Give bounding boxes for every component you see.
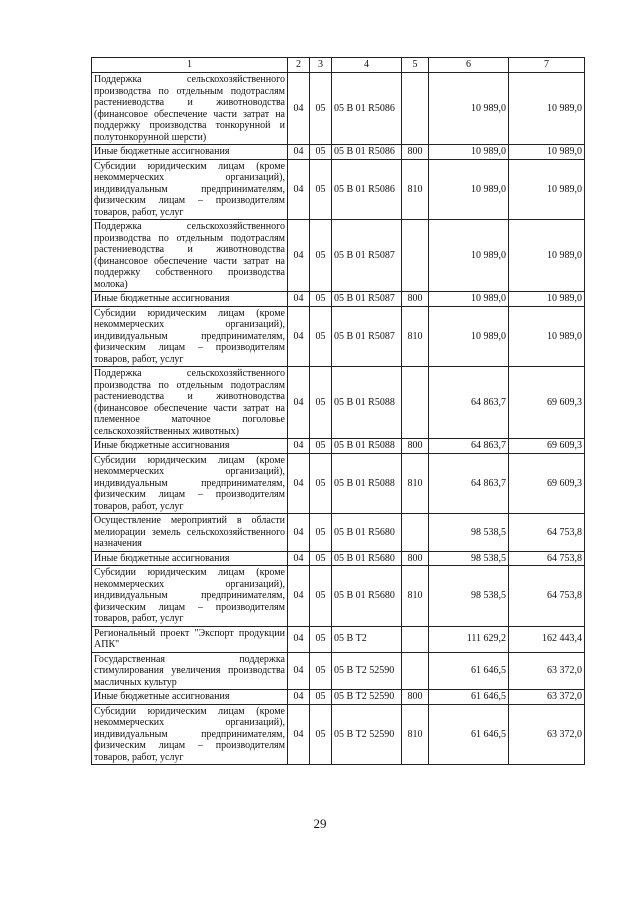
row-expense-type-cell: 810 bbox=[402, 566, 429, 627]
header-cell: 1 bbox=[92, 58, 288, 73]
row-name-cell: Поддержка сельскохозяйственного производства по отдельным подотраслям растениеводства и животноводства (финансовое обеспечение части затрат на племенное маточное поголовье сельскохозяйственных животных) bbox=[92, 367, 288, 439]
row-target-article-cell: 05 В 01 R5086 bbox=[332, 159, 402, 220]
table-row bbox=[92, 551, 585, 566]
page-number: 29 bbox=[313, 816, 327, 831]
header-cell: 4 bbox=[332, 58, 402, 73]
row-amount-year1-cell: 98 538,5 bbox=[429, 514, 509, 552]
row-amount-year2-cell: 64 753,8 bbox=[509, 566, 585, 627]
row-expense-type-cell: 810 bbox=[402, 306, 429, 367]
row-amount-year1-cell: 61 646,5 bbox=[429, 704, 509, 765]
row-expense-type-cell: 810 bbox=[402, 704, 429, 765]
row-name-cell: Иные бюджетные ассигнования bbox=[92, 292, 288, 307]
row-expense-type-cell bbox=[402, 626, 429, 652]
table-row bbox=[92, 220, 585, 292]
row-subsection-cell: 05 bbox=[310, 220, 332, 292]
row-amount-year2-cell: 63 372,0 bbox=[509, 704, 585, 765]
row-amount-year2-cell: 69 609,3 bbox=[509, 439, 585, 454]
table-row bbox=[92, 73, 585, 145]
row-amount-year1-cell: 98 538,5 bbox=[429, 551, 509, 566]
row-amount-year1-cell: 64 863,7 bbox=[429, 453, 509, 514]
row-name-cell: Осуществление мероприятий в области мелиорации земель сельскохозяйственного назначения bbox=[92, 514, 288, 552]
row-target-article-cell: 05 В 01 R5087 bbox=[332, 220, 402, 292]
row-amount-year2-cell: 64 753,8 bbox=[509, 551, 585, 566]
row-target-article-cell: 05 В Т2 bbox=[332, 626, 402, 652]
header-cell: 5 bbox=[402, 58, 429, 73]
row-section-cell: 04 bbox=[288, 704, 310, 765]
row-subsection-cell: 05 bbox=[310, 145, 332, 160]
row-amount-year1-cell: 61 646,5 bbox=[429, 652, 509, 690]
row-subsection-cell: 05 bbox=[310, 566, 332, 627]
table-row bbox=[92, 453, 585, 514]
row-amount-year2-cell: 69 609,3 bbox=[509, 453, 585, 514]
row-section-cell: 04 bbox=[288, 145, 310, 160]
row-section-cell: 04 bbox=[288, 439, 310, 454]
budget-table bbox=[91, 57, 585, 765]
row-expense-type-cell: 800 bbox=[402, 439, 429, 454]
table-row bbox=[92, 652, 585, 690]
row-section-cell: 04 bbox=[288, 306, 310, 367]
row-subsection-cell: 05 bbox=[310, 514, 332, 552]
table-row bbox=[92, 292, 585, 307]
row-amount-year1-cell: 10 989,0 bbox=[429, 159, 509, 220]
row-target-article-cell: 05 В 01 R5087 bbox=[332, 292, 402, 307]
row-amount-year1-cell: 64 863,7 bbox=[429, 367, 509, 439]
row-section-cell: 04 bbox=[288, 652, 310, 690]
row-section-cell: 04 bbox=[288, 514, 310, 552]
row-subsection-cell: 05 bbox=[310, 652, 332, 690]
row-name-cell: Иные бюджетные ассигнования bbox=[92, 551, 288, 566]
row-name-cell: Региональный проект "Экспорт продукции АПК" bbox=[92, 626, 288, 652]
row-subsection-cell: 05 bbox=[310, 439, 332, 454]
header-cell: 6 bbox=[429, 58, 509, 73]
row-amount-year2-cell: 10 989,0 bbox=[509, 145, 585, 160]
row-expense-type-cell bbox=[402, 367, 429, 439]
row-expense-type-cell: 800 bbox=[402, 292, 429, 307]
table-header-row bbox=[92, 58, 585, 73]
table-row bbox=[92, 514, 585, 552]
row-amount-year1-cell: 10 989,0 bbox=[429, 73, 509, 145]
row-amount-year2-cell: 63 372,0 bbox=[509, 652, 585, 690]
row-amount-year2-cell: 10 989,0 bbox=[509, 292, 585, 307]
row-section-cell: 04 bbox=[288, 220, 310, 292]
table-row bbox=[92, 159, 585, 220]
row-target-article-cell: 05 В Т2 52590 bbox=[332, 652, 402, 690]
row-section-cell: 04 bbox=[288, 367, 310, 439]
row-target-article-cell: 05 В 01 R5088 bbox=[332, 453, 402, 514]
table-row bbox=[92, 145, 585, 160]
row-expense-type-cell bbox=[402, 652, 429, 690]
row-target-article-cell: 05 В 01 R5087 bbox=[332, 306, 402, 367]
table-row bbox=[92, 704, 585, 765]
row-name-cell: Государственная поддержка стимулирования увеличения производства масличных культур bbox=[92, 652, 288, 690]
row-name-cell: Субсидии юридическим лицам (кроме некоммерческих организаций), индивидуальным предпринимателям, физическим лицам – производителям товаров, работ, услуг bbox=[92, 306, 288, 367]
row-amount-year2-cell: 10 989,0 bbox=[509, 220, 585, 292]
row-section-cell: 04 bbox=[288, 292, 310, 307]
row-section-cell: 04 bbox=[288, 551, 310, 566]
row-target-article-cell: 05 В 01 R5680 bbox=[332, 551, 402, 566]
row-section-cell: 04 bbox=[288, 690, 310, 705]
row-name-cell: Иные бюджетные ассигнования bbox=[92, 439, 288, 454]
row-expense-type-cell: 800 bbox=[402, 690, 429, 705]
row-expense-type-cell bbox=[402, 514, 429, 552]
row-expense-type-cell bbox=[402, 73, 429, 145]
row-name-cell: Субсидии юридическим лицам (кроме некоммерческих организаций), индивидуальным предпринимателям, физическим лицам – производителям товаров, работ, услуг bbox=[92, 704, 288, 765]
row-subsection-cell: 05 bbox=[310, 306, 332, 367]
row-subsection-cell: 05 bbox=[310, 159, 332, 220]
row-section-cell: 04 bbox=[288, 566, 310, 627]
row-amount-year2-cell: 162 443,4 bbox=[509, 626, 585, 652]
row-amount-year1-cell: 98 538,5 bbox=[429, 566, 509, 627]
row-name-cell: Субсидии юридическим лицам (кроме некоммерческих организаций), индивидуальным предпринимателям, физическим лицам – производителям товаров, работ, услуг bbox=[92, 159, 288, 220]
row-amount-year1-cell: 64 863,7 bbox=[429, 439, 509, 454]
row-amount-year2-cell: 63 372,0 bbox=[509, 690, 585, 705]
row-name-cell: Иные бюджетные ассигнования bbox=[92, 690, 288, 705]
table-row bbox=[92, 306, 585, 367]
row-amount-year2-cell: 10 989,0 bbox=[509, 73, 585, 145]
row-subsection-cell: 05 bbox=[310, 704, 332, 765]
row-amount-year1-cell: 111 629,2 bbox=[429, 626, 509, 652]
header-cell: 3 bbox=[310, 58, 332, 73]
row-target-article-cell: 05 В Т2 52590 bbox=[332, 690, 402, 705]
row-target-article-cell: 05 В 01 R5088 bbox=[332, 439, 402, 454]
row-amount-year2-cell: 69 609,3 bbox=[509, 367, 585, 439]
row-subsection-cell: 05 bbox=[310, 292, 332, 307]
table-row bbox=[92, 690, 585, 705]
row-expense-type-cell: 800 bbox=[402, 145, 429, 160]
row-amount-year2-cell: 10 989,0 bbox=[509, 159, 585, 220]
row-subsection-cell: 05 bbox=[310, 626, 332, 652]
row-expense-type-cell: 810 bbox=[402, 159, 429, 220]
row-target-article-cell: 05 В 01 R5086 bbox=[332, 73, 402, 145]
row-section-cell: 04 bbox=[288, 453, 310, 514]
row-section-cell: 04 bbox=[288, 626, 310, 652]
row-target-article-cell: 05 В 01 R5680 bbox=[332, 514, 402, 552]
row-target-article-cell: 05 В 01 R5086 bbox=[332, 145, 402, 160]
row-name-cell: Субсидии юридическим лицам (кроме некоммерческих организаций), индивидуальным предпринимателям, физическим лицам – производителям товаров, работ, услуг bbox=[92, 453, 288, 514]
row-section-cell: 04 bbox=[288, 159, 310, 220]
row-name-cell: Поддержка сельскохозяйственного производства по отдельным подотраслям растениеводства и животноводства (финансовое обеспечение части затрат на поддержку собственного производства молока) bbox=[92, 220, 288, 292]
row-amount-year1-cell: 10 989,0 bbox=[429, 306, 509, 367]
row-subsection-cell: 05 bbox=[310, 690, 332, 705]
row-target-article-cell: 05 В 01 R5088 bbox=[332, 367, 402, 439]
row-name-cell: Субсидии юридическим лицам (кроме некоммерческих организаций), индивидуальным предпринимателям, физическим лицам – производителям товаров, работ, услуг bbox=[92, 566, 288, 627]
row-target-article-cell: 05 В 01 R5680 bbox=[332, 566, 402, 627]
row-expense-type-cell bbox=[402, 220, 429, 292]
table-row bbox=[92, 367, 585, 439]
row-amount-year1-cell: 61 646,5 bbox=[429, 690, 509, 705]
row-amount-year2-cell: 64 753,8 bbox=[509, 514, 585, 552]
row-amount-year1-cell: 10 989,0 bbox=[429, 220, 509, 292]
header-cell: 7 bbox=[509, 58, 585, 73]
row-name-cell: Поддержка сельскохозяйственного производства по отдельным подотраслям растениеводства и животноводства (финансовое обеспечение части затрат на поддержку производства тонкорунной и полутонкорунной шерсти) bbox=[92, 73, 288, 145]
row-name-cell: Иные бюджетные ассигнования bbox=[92, 145, 288, 160]
row-amount-year1-cell: 10 989,0 bbox=[429, 292, 509, 307]
row-subsection-cell: 05 bbox=[310, 551, 332, 566]
row-target-article-cell: 05 В Т2 52590 bbox=[332, 704, 402, 765]
row-subsection-cell: 05 bbox=[310, 453, 332, 514]
row-section-cell: 04 bbox=[288, 73, 310, 145]
row-expense-type-cell: 800 bbox=[402, 551, 429, 566]
table-row bbox=[92, 566, 585, 627]
row-amount-year1-cell: 10 989,0 bbox=[429, 145, 509, 160]
table-row bbox=[92, 439, 585, 454]
row-subsection-cell: 05 bbox=[310, 73, 332, 145]
row-expense-type-cell: 810 bbox=[402, 453, 429, 514]
table-row bbox=[92, 626, 585, 652]
row-subsection-cell: 05 bbox=[310, 367, 332, 439]
row-amount-year2-cell: 10 989,0 bbox=[509, 306, 585, 367]
header-cell: 2 bbox=[288, 58, 310, 73]
